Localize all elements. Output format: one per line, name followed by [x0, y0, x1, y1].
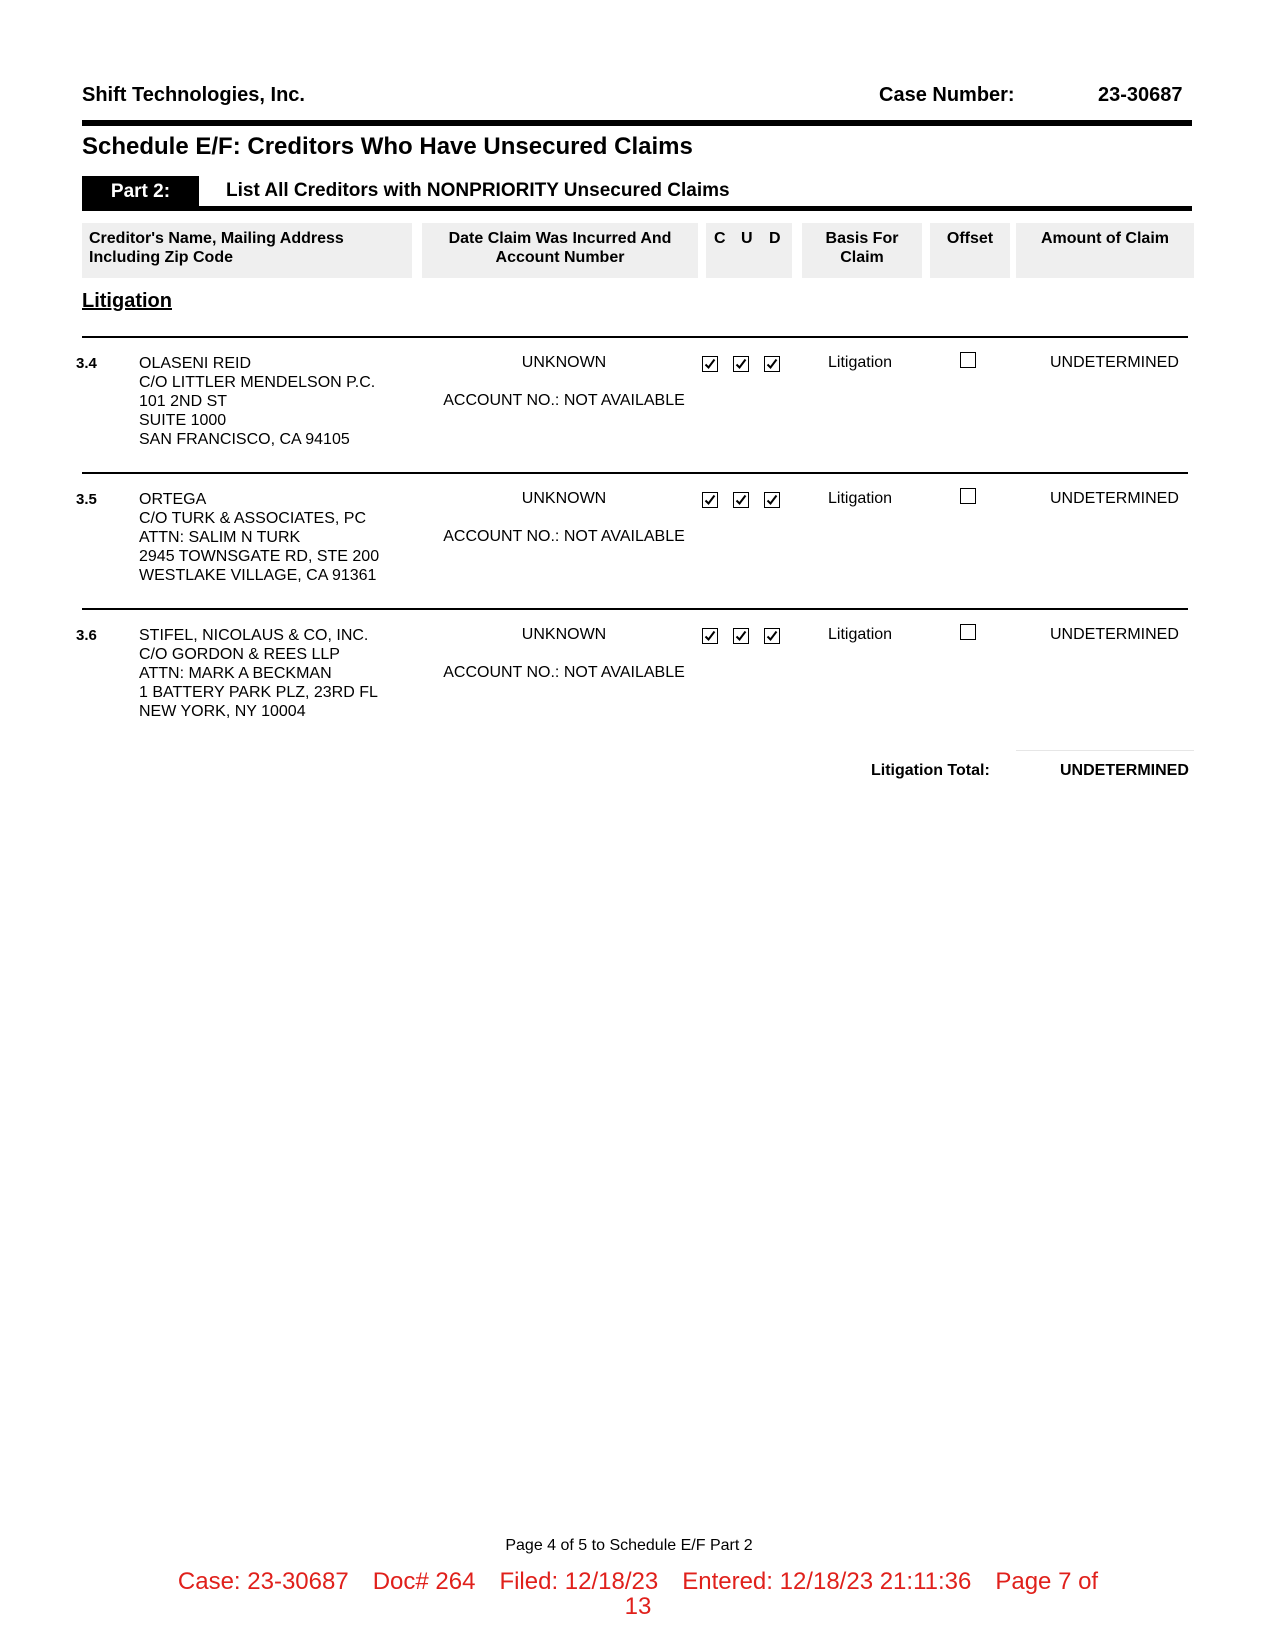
page-number: Page 4 of 5 to Schedule E/F Part 2: [505, 1537, 753, 1554]
address-line: ORTEGA: [139, 491, 207, 508]
account-number: ACCOUNT NO.: NOT AVAILABLE: [443, 392, 685, 409]
offset-checkbox[interactable]: [960, 488, 976, 504]
column-header-u: U: [741, 230, 753, 247]
address-line: SUITE 1000: [139, 412, 227, 429]
contingent-checkbox[interactable]: [702, 356, 718, 372]
address-line: C/O LITTLER MENDELSON P.C.: [139, 374, 376, 391]
address-line: 101 2ND ST: [139, 393, 228, 410]
stamp-doc: Doc# 264: [372, 1568, 476, 1595]
check-icon: [766, 630, 778, 642]
basis-for-claim: Litigation: [828, 626, 893, 643]
case-number: 23-30687: [1098, 84, 1183, 106]
claim-amount: UNDETERMINED: [1050, 354, 1179, 371]
address-line: OLASENI REID: [139, 355, 252, 372]
creditor-address: [139, 490, 379, 585]
part-rule: [82, 206, 1192, 211]
address-line: C/O GORDON & REES LLP: [139, 646, 340, 663]
account-number: ACCOUNT NO.: NOT AVAILABLE: [443, 664, 685, 681]
address-line: ATTN: SALIM N TURK: [139, 529, 301, 546]
total-value: UNDETERMINED: [1060, 762, 1189, 779]
debtor-name: Shift Technologies, Inc.: [82, 84, 305, 106]
address-line: C/O TURK & ASSOCIATES, PC: [139, 510, 367, 527]
row-divider: [82, 608, 1188, 610]
check-icon: [704, 494, 716, 506]
row-number: 3.6: [76, 627, 97, 644]
column-header-date-line2: Account Number: [495, 249, 625, 266]
column-header-cud: [706, 223, 792, 278]
check-icon: [766, 494, 778, 506]
unliquidated-checkbox[interactable]: [733, 492, 749, 508]
check-icon: [735, 494, 747, 506]
stamp-case: Case: 23-30687: [177, 1568, 349, 1595]
claim-date: UNKNOWN: [521, 490, 607, 507]
row-number: 3.5: [76, 491, 97, 508]
basis-for-claim: Litigation: [828, 354, 893, 371]
column-header-d: D: [769, 230, 781, 247]
column-header-amount: Amount of Claim: [1016, 223, 1194, 278]
row-number: 3.4: [76, 355, 97, 372]
total-label: Litigation Total:: [871, 762, 990, 779]
check-icon: [735, 358, 747, 370]
address-line: ATTN: MARK A BECKMAN: [139, 665, 332, 682]
basis-for-claim: Litigation: [828, 490, 893, 507]
check-icon: [704, 358, 716, 370]
column-header-offset: Offset: [930, 223, 1010, 278]
column-header-c: C: [714, 230, 726, 247]
part-title: List All Creditors with NONPRIORITY Unsecured Claims: [226, 180, 730, 201]
column-header-creditor-line2: Including Zip Code: [89, 249, 233, 266]
claim-date: UNKNOWN: [521, 354, 607, 371]
part-label: Part 2:: [82, 176, 199, 207]
stamp-page: Page 7 of: [995, 1568, 1099, 1595]
address-line: 2945 TOWNSGATE RD, STE 200: [139, 548, 380, 565]
schedule-title: Schedule E/F: Creditors Who Have Unsecured Claims: [82, 133, 693, 160]
court-stamp: [0, 1569, 1276, 1619]
address-line: NEW YORK, NY 10004: [139, 703, 306, 720]
address-line: 1 BATTERY PARK PLZ, 23RD FL: [139, 684, 378, 701]
account-number: ACCOUNT NO.: NOT AVAILABLE: [443, 528, 685, 545]
claim-date: UNKNOWN: [521, 626, 607, 643]
check-icon: [766, 358, 778, 370]
column-header-date: [422, 223, 698, 278]
offset-checkbox[interactable]: [960, 352, 976, 368]
claim-amount: UNDETERMINED: [1050, 626, 1179, 643]
offset-checkbox[interactable]: [960, 624, 976, 640]
unliquidated-checkbox[interactable]: [733, 356, 749, 372]
address-line: STIFEL, NICOLAUS & CO, INC.: [139, 627, 369, 644]
creditor-address: [139, 626, 378, 721]
case-number-label: Case Number:: [879, 84, 1015, 106]
column-header-creditor: [82, 223, 412, 278]
column-header-basis-line1: Basis For: [825, 230, 899, 247]
row-divider: [82, 472, 1188, 474]
address-line: WESTLAKE VILLAGE, CA 91361: [139, 567, 377, 584]
column-header-creditor-line1: Creditor's Name, Mailing Address: [89, 230, 344, 247]
disputed-checkbox[interactable]: [764, 492, 780, 508]
section-title: Litigation: [82, 290, 172, 312]
total-rule: [1016, 750, 1194, 751]
unliquidated-checkbox[interactable]: [733, 628, 749, 644]
check-icon: [704, 630, 716, 642]
stamp-entered: Entered: 12/18/23 21:11:36: [682, 1568, 972, 1595]
stamp-page-cont: 13: [624, 1593, 652, 1620]
column-header-basis-line2: Claim: [840, 249, 884, 266]
row-divider: [82, 336, 1188, 338]
address-line: SAN FRANCISCO, CA 94105: [139, 431, 350, 448]
disputed-checkbox[interactable]: [764, 356, 780, 372]
header-rule: [82, 120, 1192, 126]
check-icon: [735, 630, 747, 642]
claim-amount: UNDETERMINED: [1050, 490, 1179, 507]
stamp-filed: Filed: 12/18/23: [499, 1568, 659, 1595]
column-header-date-line1: Date Claim Was Incurred And: [448, 230, 672, 247]
creditor-address: [139, 354, 375, 449]
disputed-checkbox[interactable]: [764, 628, 780, 644]
contingent-checkbox[interactable]: [702, 492, 718, 508]
column-header-basis: [802, 223, 922, 278]
contingent-checkbox[interactable]: [702, 628, 718, 644]
